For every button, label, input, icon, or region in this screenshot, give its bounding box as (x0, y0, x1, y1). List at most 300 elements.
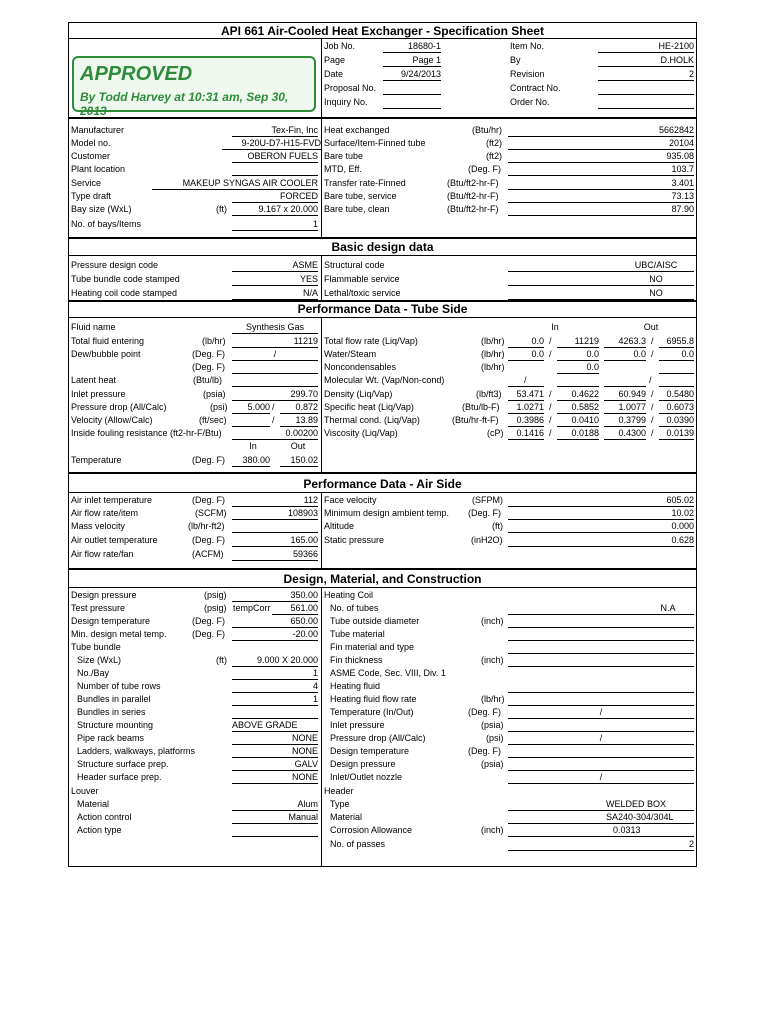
contract-label: Contract No. (510, 83, 561, 93)
heat-unit: (Btu/hr) (472, 125, 503, 135)
divider (68, 255, 697, 256)
slash: / (549, 389, 552, 399)
cp-label: Specific heat (Liq/Vap) (324, 402, 414, 412)
water-label: Water/Steam (324, 349, 377, 359)
dew-point-unit-2: (Deg. F) (192, 362, 226, 372)
latent-value (232, 375, 318, 387)
coil-tubes-label: No. of tubes (330, 603, 379, 613)
revision-value: 2 (598, 69, 694, 81)
bare-label: Bare tube (324, 151, 364, 161)
divider (68, 117, 697, 119)
rows-label: Number of tube rows (77, 681, 161, 691)
coil-tubes-value: N.A (508, 603, 694, 615)
velocity-label: Velocity (Allow/Calc) (71, 415, 153, 425)
inlet-pressure-label: Inlet pressure (71, 389, 126, 399)
fin-material-label: Fin material and type (330, 642, 415, 652)
cp-vap-out: 0.6073 (659, 402, 694, 414)
service-label: Service (71, 178, 102, 188)
order-label: Order No. (510, 97, 550, 107)
mtd-unit: (Deg. F) (468, 164, 502, 174)
air-inlet-temp-value: 112 (232, 495, 318, 507)
coil-temp-value: / (508, 707, 694, 719)
contract-value (598, 83, 694, 95)
static-pressure-label: Static pressure (324, 535, 385, 545)
density-vap-in: 0.4622 (557, 389, 599, 401)
fluid-label: Fluid name (71, 322, 116, 332)
louver-label: Louver (71, 786, 99, 796)
structure-prep-value: GALV (232, 759, 318, 771)
out-header: Out (643, 322, 659, 332)
series-value (232, 707, 318, 719)
test-pressure-value: 561.00 (272, 603, 318, 615)
divider (321, 317, 322, 472)
divider (68, 317, 697, 318)
mw-out-1 (604, 375, 646, 387)
noncond-unit: (lb/hr) (481, 362, 505, 372)
velocity-unit: (ft/sec) (199, 415, 227, 425)
fouling-value: 0.00200 (232, 428, 318, 440)
action-type-value (232, 825, 318, 837)
stamped-label: Tube bundle code stamped (71, 274, 180, 284)
structure-prep-label: Structure surface prep. (77, 759, 169, 769)
slash: / (549, 336, 552, 346)
coil-dpr-label: Design pressure (330, 759, 396, 769)
bare-service-unit: (Btu/ft2-hr-F) (447, 191, 499, 201)
draft-value: FORCED (232, 191, 318, 203)
slash: / (272, 415, 275, 425)
mw-out-2 (659, 375, 694, 387)
water-unit: (lb/hr) (481, 349, 505, 359)
customer-value: OBERON FUELS (232, 151, 318, 163)
velocity-calc: 13.89 (280, 415, 318, 427)
mass-velocity-value (232, 521, 318, 533)
plant-label: Plant location (71, 164, 126, 174)
heating-coil-label: Heating Coil (324, 590, 374, 600)
nozzle-label: Inlet/Outlet nozzle (330, 772, 403, 782)
pressure-drop-label: Pressure drop (All/Calc) (71, 402, 167, 412)
rate-label: Transfer rate-Finned (324, 178, 406, 188)
basic-heading: Basic design data (331, 240, 434, 254)
flow-liq-in: 0.0 (508, 336, 544, 348)
bays-value: 1 (232, 219, 318, 231)
approved-stamp (72, 56, 316, 118)
rate-unit: (Btu/ft2-hr-F) (447, 178, 499, 188)
ladders-label: Ladders, walkways, platforms (77, 746, 196, 756)
action-type-label: Action type (77, 825, 122, 835)
passes-label: No. of passes (330, 839, 386, 849)
water-vap-out: 0.0 (659, 349, 694, 361)
out-header: Out (290, 441, 306, 451)
air-flow-unit: (SCFM) (195, 508, 227, 518)
divider (68, 587, 697, 588)
face-velocity-unit: (SFPM) (472, 495, 503, 505)
page-value: Page 1 (383, 55, 441, 67)
design-temp-label: Design temperature (71, 616, 151, 626)
water-vap-in: 0.0 (557, 349, 599, 361)
pipe-rack-label: Pipe rack beams (77, 733, 145, 743)
k-unit: (Btu/hr-ft-F) (452, 415, 499, 425)
slash: / (651, 336, 654, 346)
bare-clean-unit: (Btu/ft2-hr-F) (447, 204, 499, 214)
header-label: Header (324, 786, 354, 796)
divider (68, 492, 697, 493)
flow-vap-out: 6955.8 (659, 336, 694, 348)
coil-dp-label: Pressure drop (All/Calc) (330, 733, 426, 743)
cp-liq-out: 1.0077 (604, 402, 646, 414)
tube-bundle-label: Tube bundle (71, 642, 121, 652)
surface-value: 20104 (508, 138, 694, 150)
structural-value: UBC/AISC (508, 260, 694, 272)
temperature-unit: (Deg. F) (192, 455, 226, 465)
heating-flow-unit: (lb/hr) (481, 694, 505, 704)
header-prep-value: NONE (232, 772, 318, 784)
nobay-label: No./Bay (77, 668, 110, 678)
corrosion-value: 0.0313 (508, 825, 694, 837)
coil-dt-value (508, 746, 694, 758)
cp-unit: (Btu/lb-F) (462, 402, 500, 412)
in-header: In (551, 322, 559, 332)
water-liq-in: 0.0 (508, 349, 544, 361)
lethal-label: Lethal/toxic service (324, 288, 401, 298)
in-header: In (249, 441, 257, 451)
mass-velocity-unit: (lb/hr-ft2) (188, 521, 225, 531)
revision-label: Revision (510, 69, 545, 79)
slash: / (651, 402, 654, 412)
divider (321, 119, 322, 237)
design-temp-unit: (Deg. F) (192, 616, 226, 626)
coil-od-unit: (inch) (481, 616, 504, 626)
coil-material-label: Tube material (330, 629, 385, 639)
density-unit: (lb/ft3) (476, 389, 502, 399)
mdmt-unit: (Deg. F) (192, 629, 226, 639)
dew-point-value-2 (232, 362, 318, 374)
passes-value: 2 (508, 839, 694, 851)
visc-vap-out: 0.0139 (659, 428, 694, 440)
flammable-label: Flammable service (324, 274, 400, 284)
size-unit: (ft) (216, 655, 227, 665)
cp-vap-in: 0.5852 (557, 402, 599, 414)
density-liq-out: 60.949 (604, 389, 646, 401)
k-liq-out: 0.3799 (604, 415, 646, 427)
stamp-status: APPROVED (80, 63, 193, 85)
heat-label: Heat exchanged (324, 125, 390, 135)
heating-coil-code-label: Heating coil code stamped (71, 288, 178, 298)
header-material-label: Material (330, 812, 363, 822)
bare-clean-value: 87.90 (508, 204, 694, 216)
air-side-heading: Performance Data - Air Side (303, 477, 462, 491)
louver-material-value: Alum (232, 799, 318, 811)
pipe-rack-value: NONE (232, 733, 318, 745)
coil-od-label: Tube outside diameter (330, 616, 420, 626)
fan-flow-label: Air flow rate/fan (71, 549, 134, 559)
divider (321, 492, 322, 568)
test-pressure-unit: (psig) (204, 603, 227, 613)
latent-label: Latent heat (71, 375, 117, 385)
coil-dp-value: / (508, 733, 694, 745)
fan-flow-unit: (ACFM) (192, 549, 224, 559)
bare-value: 935.08 (508, 151, 694, 163)
divider (321, 587, 322, 867)
rate-value: 3.401 (508, 178, 694, 190)
divider (68, 472, 697, 474)
visc-liq-in: 0.1416 (508, 428, 544, 440)
face-velocity-value: 605.02 (508, 495, 694, 507)
by-value: D.HOLK (598, 55, 694, 67)
design-temp-value: 650.00 (232, 616, 318, 628)
visc-label: Viscosity (Liq/Vap) (324, 428, 398, 438)
structural-label: Structural code (324, 260, 385, 270)
air-inlet-temp-label: Air inlet temperature (71, 495, 153, 505)
ambient-value: 10.02 (508, 508, 694, 520)
density-vap-out: 0.5480 (659, 389, 694, 401)
noncond-in: 0.0 (557, 362, 599, 374)
pressure-code-value: ASME (232, 260, 318, 272)
draft-label: Type draft (71, 191, 112, 201)
pressure-drop-calc: 0.872 (280, 402, 318, 414)
temperature-out: 150.02 (280, 455, 318, 467)
order-value (598, 97, 694, 109)
coil-temp-unit: (Deg. F) (468, 707, 502, 717)
altitude-label: Altitude (324, 521, 355, 531)
pressure-code-label: Pressure design code (71, 260, 159, 270)
noncond-label: Noncondensables (324, 362, 397, 372)
mdmt-value: -20.00 (232, 629, 318, 641)
divider (321, 38, 322, 117)
proposal-value (383, 83, 441, 95)
bay-unit: (ft) (216, 204, 227, 214)
slash: / (549, 402, 552, 412)
divider (321, 255, 322, 300)
flammable-value: NO (508, 274, 694, 286)
k-vap-in: 0.0410 (557, 415, 599, 427)
mw-in-2 (557, 375, 599, 387)
temperature-label: Temperature (71, 455, 122, 465)
density-liq-in: 53.471 (508, 389, 544, 401)
test-pressure-note: tempCorr (233, 603, 271, 613)
design-pressure-unit: (psig) (204, 590, 227, 600)
slash: / (524, 375, 527, 385)
by-label: By (510, 55, 521, 65)
header-type-value: WELDED BOX (508, 799, 694, 811)
total-fluid-label: Total fluid entering (71, 336, 145, 346)
coil-dp-unit: (psi) (486, 733, 504, 743)
service-value: MAKEUP SYNGAS AIR COOLER (152, 178, 318, 190)
fouling-label: Inside fouling resistance (ft2-hr-F/Btu) (71, 428, 222, 438)
parallel-value: 1 (232, 694, 318, 706)
item-value: HE-2100 (598, 41, 694, 53)
divider (68, 38, 697, 39)
divider (68, 568, 697, 570)
flow-vap-in: 11219 (557, 336, 599, 348)
altitude-value: 0.000 (508, 521, 694, 533)
coil-temp-label: Temperature (In/Out) (330, 707, 414, 717)
lethal-value: NO (508, 288, 694, 300)
ambient-label: Minimum design ambient temp. (324, 508, 450, 518)
size-label: Size (WxL) (77, 655, 122, 665)
bare-service-value: 73.13 (508, 191, 694, 203)
header-prep-label: Header surface prep. (77, 772, 162, 782)
customer-label: Customer (71, 151, 111, 161)
coil-dpr-value (508, 759, 694, 771)
manufacturer-value: Tex-Fin, Inc (232, 125, 318, 137)
air-flow-value: 108903 (232, 508, 318, 520)
surface-label: Surface/Item-Finned tube (324, 138, 426, 148)
coil-material-value (508, 629, 694, 641)
velocity-allow (232, 415, 270, 427)
fin-thickness-value (508, 655, 694, 667)
heating-flow-value (508, 694, 694, 706)
air-outlet-temp-value: 165.00 (232, 535, 318, 547)
header-type-label: Type (330, 799, 350, 809)
coil-dpr-unit: (psia) (481, 759, 504, 769)
nozzle-value: / (508, 772, 694, 784)
coil-inlet-unit: (psia) (481, 720, 504, 730)
slash: / (651, 389, 654, 399)
job-no-label: Job No. (324, 41, 356, 51)
bare-service-label: Bare tube, service (324, 191, 397, 201)
visc-unit: (cP) (487, 428, 504, 438)
dew-point-unit: (Deg. F) (192, 349, 226, 359)
design-pressure-label: Design pressure (71, 590, 137, 600)
model-value: 9-20U-D7-H15-FVD (222, 138, 321, 150)
test-pressure-label: Test pressure (71, 603, 126, 613)
slash: / (651, 428, 654, 438)
air-outlet-temp-label: Air outlet temperature (71, 535, 158, 545)
pressure-drop-unit: (psi) (210, 402, 228, 412)
action-control-label: Action control (77, 812, 132, 822)
density-label: Density (Liq/Vap) (324, 389, 393, 399)
bay-value: 9.167 x 20.000 (232, 204, 318, 216)
louver-material-label: Material (77, 799, 110, 809)
stamped-value: YES (232, 274, 318, 286)
slash: / (649, 375, 652, 385)
coil-inlet-value (508, 720, 694, 732)
mw-label: Molecular Wt. (Vap/Non-cond) (324, 375, 445, 385)
slash: / (549, 428, 552, 438)
face-velocity-label: Face velocity (324, 495, 377, 505)
dew-point-label: Dew/bubble point (71, 349, 141, 359)
slash: / (651, 415, 654, 425)
visc-vap-in: 0.0188 (557, 428, 599, 440)
heat-value: 5662842 (508, 125, 694, 137)
ladders-value: NONE (232, 746, 318, 758)
mtd-label: MTD, Eff. (324, 164, 362, 174)
flow-liq-out: 4263.3 (604, 336, 646, 348)
tube-side-heading: Performance Data - Tube Side (297, 302, 468, 316)
coil-inlet-label: Inlet pressure (330, 720, 385, 730)
action-control-value: Manual (232, 812, 318, 824)
heating-fluid-value (508, 681, 694, 693)
job-no-value: 18680-1 (383, 41, 441, 53)
static-pressure-unit: (inH2O) (471, 535, 503, 545)
latent-unit: (Btu/lb) (193, 375, 223, 385)
fin-material-value (508, 642, 694, 654)
k-liq-in: 0.3986 (508, 415, 544, 427)
inquiry-value (383, 97, 441, 109)
inlet-pressure-unit: (psia) (203, 389, 226, 399)
slash: / (549, 349, 552, 359)
proposal-label: Proposal No. (324, 83, 377, 93)
bare-clean-label: Bare tube, clean (324, 204, 390, 214)
coil-od-value (508, 616, 694, 628)
air-outlet-temp-unit: (Deg. F) (192, 535, 226, 545)
mounting-label: Structure mounting (77, 720, 154, 730)
size-value: 9.000 X 20.000 (232, 655, 318, 667)
coil-dt-unit: (Deg. F) (468, 746, 502, 756)
air-inlet-temp-unit: (Deg. F) (192, 495, 226, 505)
bay-label: Bay size (WxL) (71, 204, 132, 214)
stamp-by: By Todd Harvey at 10:31 am, Sep 30, 2013 (80, 90, 289, 118)
air-flow-label: Air flow rate/item (71, 508, 139, 518)
mdmt-label: Min. design metal temp. (71, 629, 167, 639)
cp-liq-in: 1.0271 (508, 402, 544, 414)
slash: / (272, 402, 275, 412)
model-label: Model no. (71, 138, 111, 148)
dew-point-value: / (232, 349, 318, 361)
series-label: Bundles in series (77, 707, 146, 717)
page-label: Page (324, 55, 346, 65)
slash: / (549, 415, 552, 425)
temperature-in: 380.00 (232, 455, 270, 467)
divider (68, 237, 697, 239)
coil-dt-label: Design temperature (330, 746, 410, 756)
total-fluid-value: 11219 (232, 336, 318, 348)
pressure-drop-allow: 5.000 (232, 402, 270, 414)
mtd-value: 103.7 (508, 164, 694, 176)
nobay-value: 1 (232, 668, 318, 680)
mounting-value: ABOVE GRADE (232, 720, 318, 732)
mass-velocity-label: Mass velocity (71, 521, 126, 531)
fin-thickness-unit: (inch) (481, 655, 504, 665)
k-vap-out: 0.0390 (659, 415, 694, 427)
flow-label: Total flow rate (Liq/Vap) (324, 336, 418, 346)
plant-value (232, 164, 318, 176)
visc-liq-out: 0.4300 (604, 428, 646, 440)
bare-unit: (ft2) (486, 151, 503, 161)
noncond-out (659, 362, 694, 374)
manufacturer-label: Manufacturer (71, 125, 125, 135)
date-value: 9/24/2013 (383, 69, 441, 81)
asme-label: ASME Code, Sec. VIII, Div. 1 (330, 668, 446, 678)
total-fluid-unit: (lb/hr) (202, 336, 226, 346)
altitude-unit: (ft) (492, 521, 503, 531)
fan-flow-value: 59366 (232, 549, 318, 561)
corrosion-label: Corrosion Allowance (330, 825, 413, 835)
date-label: Date (324, 69, 344, 79)
corrosion-unit: (inch) (481, 825, 504, 835)
water-liq-out: 0.0 (604, 349, 646, 361)
inquiry-label: Inquiry No. (324, 97, 368, 107)
rows-value: 4 (232, 681, 318, 693)
item-label: Item No. (510, 41, 545, 51)
static-pressure-value: 0.628 (508, 535, 694, 547)
slash: / (651, 349, 654, 359)
inlet-pressure-value: 299.70 (232, 389, 318, 401)
header-material-value: SA240-304/304L (508, 812, 694, 824)
design-pressure-value: 350.00 (232, 590, 318, 602)
heating-coil-code-value: N/A (232, 288, 318, 300)
heating-flow-label: Heating fluid flow rate (330, 694, 417, 704)
heating-fluid-label: Heating fluid (330, 681, 381, 691)
construction-heading: Design, Material, and Construction (283, 572, 482, 586)
fluid-value: Synthesis Gas (232, 322, 318, 334)
bays-label: No. of bays/Items (71, 219, 142, 229)
k-label: Thermal cond. (Liq/Vap) (324, 415, 420, 425)
flow-unit: (lb/hr) (481, 336, 505, 346)
parallel-label: Bundles in parallel (77, 694, 151, 704)
fin-thickness-label: Fin thickness (330, 655, 383, 665)
ambient-unit: (Deg. F) (468, 508, 502, 518)
